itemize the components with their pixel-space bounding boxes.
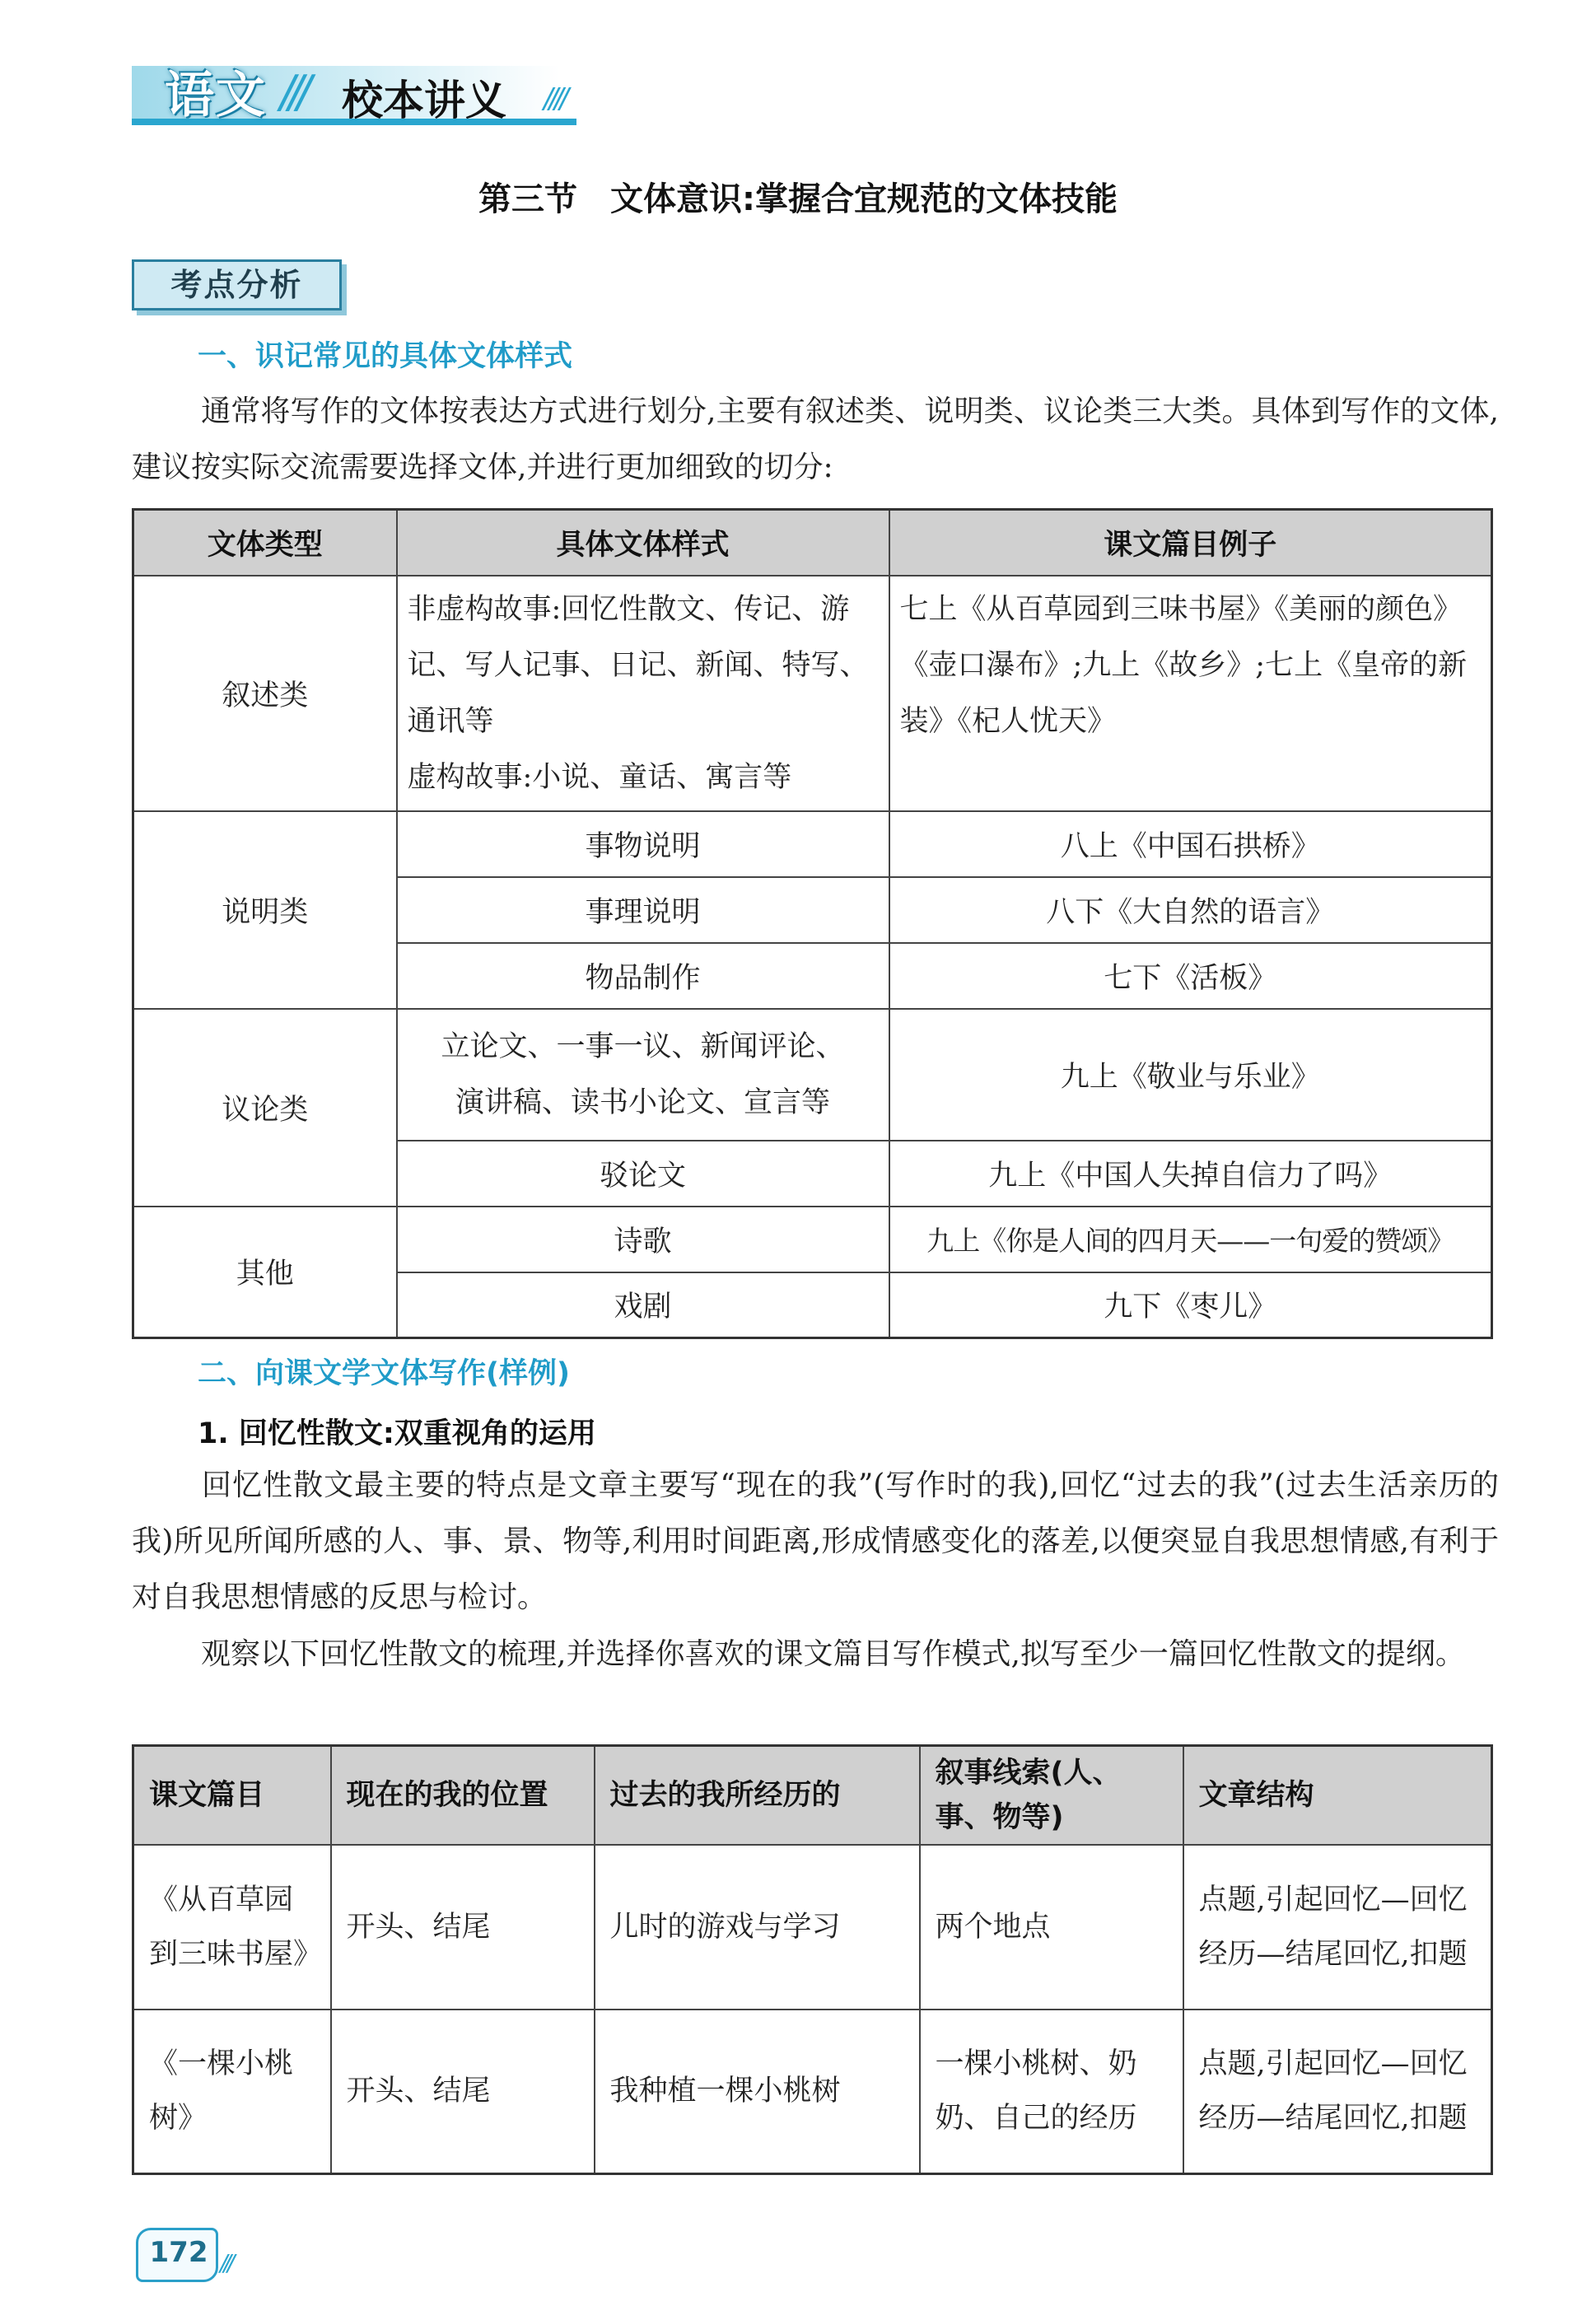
header-cell: 具体文体样式 <box>397 510 889 576</box>
example-cell: 九下《枣儿》 <box>889 1272 1492 1338</box>
experience-cell: 我种植一棵小桃树 <box>595 2010 920 2174</box>
clue-cell: 两个地点 <box>920 1845 1183 2010</box>
header-cell: 文体类型 <box>133 510 397 576</box>
category-cell: 叙述类 <box>133 576 397 811</box>
style-text: 非虚构故事:回忆性散文、传记、游记、写人记事、日记、新闻、特写、通讯等 <box>407 592 869 738</box>
structure-cell: 点题,引起回忆—回忆经历—结尾回忆,扣题 <box>1183 1845 1492 2010</box>
position-cell: 开头、结尾 <box>331 2010 595 2174</box>
table-row <box>133 1207 1492 1272</box>
experience-cell: 儿时的游戏与学习 <box>595 1845 920 2010</box>
style-cell: 驳论文 <box>397 1141 889 1207</box>
kaodian-tag <box>132 259 342 310</box>
paragraph-text: 观察以下回忆性散文的梳理,并选择你喜欢的课文篇目写作模式,拟写至少一篇回忆性散文的提纲。 <box>201 1637 1465 1671</box>
header-cell: 现在的我的位置 <box>331 1746 595 1845</box>
clue-cell: 一棵小桃树、奶奶、自己的经历 <box>920 2010 1183 2174</box>
table-row <box>133 811 1492 877</box>
section-title <box>0 173 1596 220</box>
style-cell <box>397 576 889 811</box>
style-cell: 诗歌 <box>397 1207 889 1272</box>
memoir-table-header <box>133 1746 1492 1845</box>
title-cell: 《一棵小桃树》 <box>133 2010 331 2174</box>
example-cell: 七上《从百草园到三味书屋》《美丽的颜色》《壶口瀑布》;九上《故乡》;七上《皇帝的新装》《杞人忧天》 <box>889 576 1492 811</box>
example-cell: 九上《中国人失掉自信力了吗》 <box>889 1141 1492 1207</box>
subject-label: 语文 <box>165 67 267 124</box>
section-number: 第三节 <box>478 180 577 218</box>
page-header <box>132 49 593 132</box>
structure-cell: 点题,引起回忆—回忆经历—结尾回忆,扣题 <box>1183 2010 1492 2174</box>
style-cell: 事物说明 <box>397 811 889 877</box>
genre-table-header <box>133 510 1492 576</box>
category-cell: 议论类 <box>133 1009 397 1207</box>
part2-paragraph-2 <box>132 1627 1499 1683</box>
position-cell: 开头、结尾 <box>331 1845 595 2010</box>
header-cell: 文章结构 <box>1183 1746 1492 1845</box>
page-number: 172 <box>149 2236 208 2269</box>
example-cell: 九上《你是人间的四月天——一句爱的赞颂》 <box>889 1207 1492 1272</box>
header-cell: 课文篇目 <box>133 1746 331 1845</box>
part1-intro-text: 通常将写作的文体按表达方式进行划分,主要有叙述类、说明类、议论类三大类。具体到写作的文体,建议按实际交流需要选择文体,并进行更加细致的切分: <box>132 394 1499 484</box>
table-row <box>133 576 1492 811</box>
table-row <box>133 1009 1492 1141</box>
style-cell: 戏剧 <box>397 1272 889 1338</box>
example-cell: 九上《敬业与乐业》 <box>889 1009 1492 1141</box>
header-cell: 叙事线索(人、事、物等) <box>920 1746 1183 1845</box>
header-slash-decoration-small: //// <box>544 82 565 115</box>
part1-intro <box>132 384 1499 496</box>
page-number-slash-decoration: /// <box>220 2249 231 2276</box>
book-title: 校本讲义 <box>342 77 506 124</box>
table-row <box>133 1845 1492 2010</box>
example-cell: 七下《活板》 <box>889 943 1492 1009</box>
header-cell: 过去的我所经历的 <box>595 1746 920 1845</box>
example-cell: 八上《中国石拱桥》 <box>889 811 1492 877</box>
memoir-table <box>132 1744 1493 2175</box>
table-row <box>133 2010 1492 2174</box>
kaodian-label: 考点分析 <box>170 267 303 303</box>
category-cell: 说明类 <box>133 811 397 1009</box>
title-cell: 《从百草园到三味书屋》 <box>133 1845 331 2010</box>
style-cell: 事理说明 <box>397 877 889 943</box>
section-heading: 文体意识:掌握合宜规范的文体技能 <box>610 180 1118 218</box>
part2-paragraph-1 <box>132 1458 1499 1626</box>
page-number-badge <box>136 2228 231 2282</box>
style-cell: 立论文、一事一议、新闻评论、演讲稿、读书小论文、宣言等 <box>397 1009 889 1141</box>
example-cell: 八下《大自然的语言》 <box>889 877 1492 943</box>
part2-heading: 二、向课文学文体写作(样例) <box>198 1357 570 1390</box>
header-slash-decoration: /// <box>280 66 306 118</box>
header-cell: 课文篇目例子 <box>889 510 1492 576</box>
genre-table <box>132 508 1493 1339</box>
category-cell: 其他 <box>133 1207 397 1338</box>
paragraph-text: 回忆性散文最主要的特点是文章主要写“现在的我”(写作时的我),回忆“过去的我”(过去生活亲历的我)所见所闻所感的人、事、景、物等,利用时间距离,形成情感变化的落差,以便突显自我思想情感,有利于对自我思想情感的反思与检讨。 <box>132 1468 1499 1614</box>
style-text: 虚构故事:小说、童话、寓言等 <box>407 760 792 794</box>
style-cell: 物品制作 <box>397 943 889 1009</box>
part2-subheading: 1. 回忆性散文:双重视角的运用 <box>198 1417 596 1450</box>
part1-heading: 一、识记常见的具体文体样式 <box>198 340 573 373</box>
